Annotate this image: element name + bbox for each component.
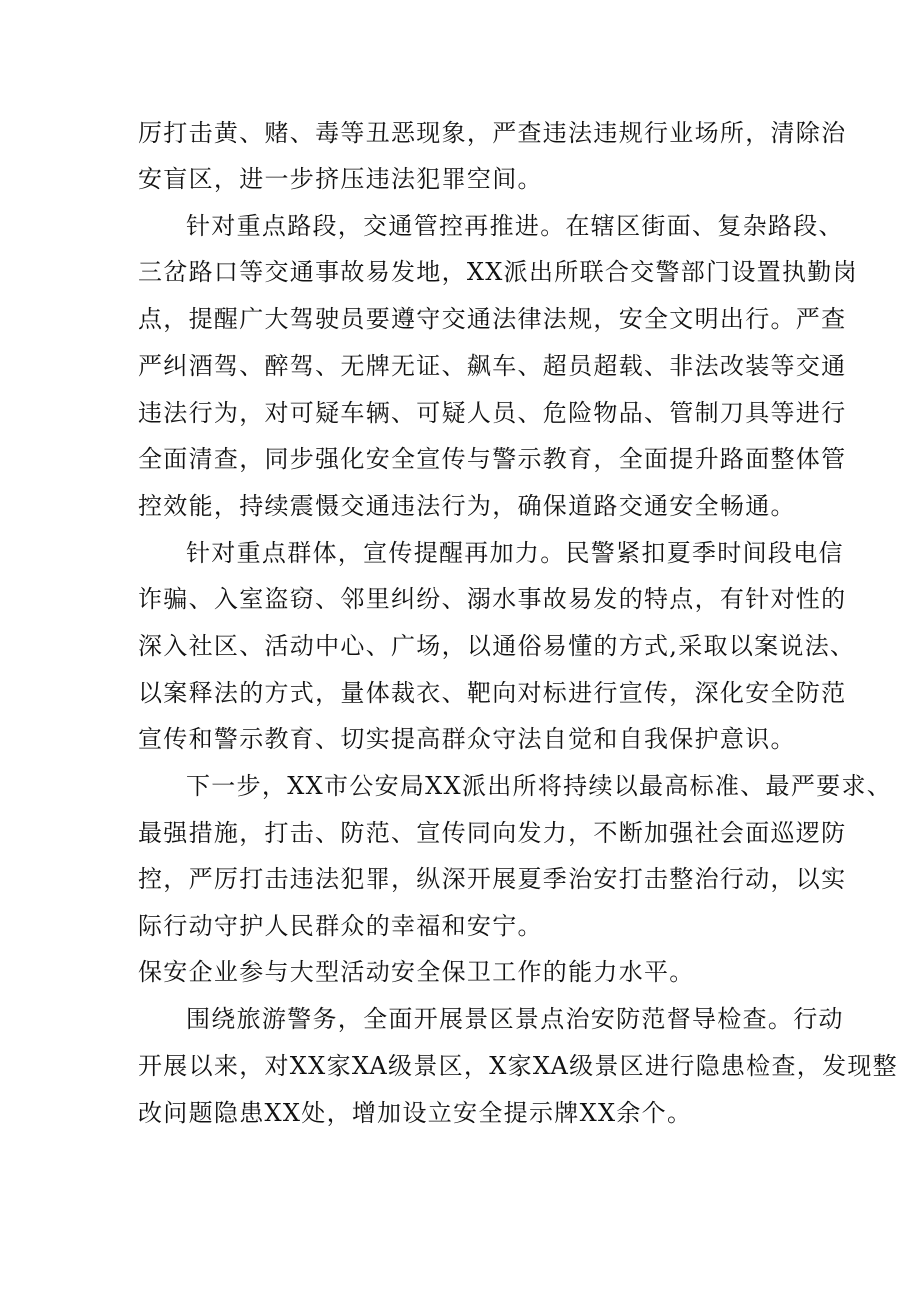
text-line: 改问题隐患XX处，增加设立安全提示牌XX余个。 — [138, 1099, 693, 1127]
paragraph-start-line: 下一步，XX市公安局XX派出所将持续以最高标准、最严要求、 — [186, 772, 893, 800]
text-line: 深入社区、活动中心、广场，以通俗易懂的方式,采取以案说法、 — [138, 632, 856, 660]
text-line: 宣传和警示教育、切实提高群众守法自觉和自我保护意识。 — [138, 725, 796, 753]
text-line: 厉打击黄、赌、毒等丑恶现象，严查违法违规行业场所，清除治 — [138, 119, 847, 147]
text-line: 违法行为，对可疑车辆、可疑人员、危险物品、管制刀具等进行 — [138, 399, 847, 427]
text-line: 控，严厉打击违法犯罪，纵深开展夏季治安打击整治行动，以实 — [138, 865, 847, 893]
text-line: 点，提醒广大驾驶员要遵守交通法律法规，安全文明出行。严查 — [138, 305, 847, 333]
text-line: 以案释法的方式，量体裁衣、靶向对标进行宣传，深化安全防范 — [138, 679, 847, 707]
paragraph-start-line: 针对重点群体，宣传提醒再加力。民警紧扣夏季时间段电信 — [186, 539, 844, 567]
text-line: 诈骗、入室盗窃、邻里纠纷、溺水事故易发的特点，有针对性的 — [138, 585, 847, 613]
text-line: 三岔路口等交通事故易发地，XX派出所联合交警部门设置执勤岗 — [138, 258, 858, 286]
paragraph-start-line: 围绕旅游警务，全面开展景区景点治安防范督导检查。行动 — [186, 1005, 844, 1033]
paragraph-start-line: 针对重点路段，交通管控再推进。在辖区街面、复杂路段、 — [186, 212, 844, 240]
text-line: 控效能，持续震慑交通违法行为，确保道路交通安全畅通。 — [138, 492, 796, 520]
text-line: 严纠酒驾、醉驾、无牌无证、飙车、超员超载、非法改装等交通 — [138, 352, 847, 380]
text-line: 开展以来，对XX家XA级景区，X家XA级景区进行隐患检查，发现整 — [138, 1052, 898, 1080]
text-line: 保安企业参与大型活动安全保卫工作的能力水平。 — [138, 958, 695, 986]
text-line: 安盲区，进一步挤压违法犯罪空间。 — [138, 165, 543, 193]
text-line: 全面清查，同步强化安全宣传与警示教育，全面提升路面整体管 — [138, 445, 847, 473]
text-line: 最强措施，打击、防范、宣传同向发力，不断加强社会面巡逻防 — [138, 819, 847, 847]
text-line: 际行动守护人民群众的幸福和安宁。 — [138, 912, 543, 940]
